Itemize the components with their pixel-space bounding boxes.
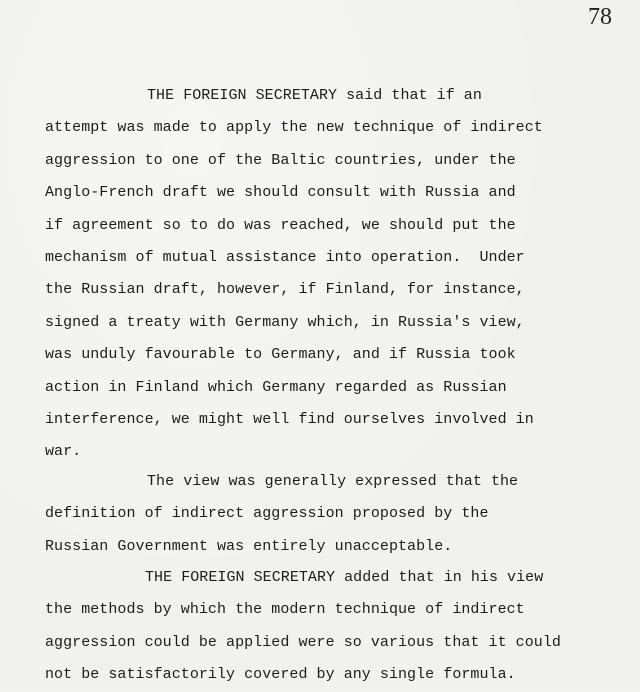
text-line: the methods by which the modern technique of indirect (45, 601, 525, 619)
text-line: Russian Government was entirely unacceptable. (45, 537, 453, 555)
text-line: not be satisfactorily covered by any single formula. (45, 666, 516, 684)
text-line: The view was generally expressed that the (147, 473, 519, 490)
paragraph-foreign-secretary-statement (45, 80, 630, 469)
paragraph-general-view (45, 466, 630, 563)
text-line: THE FOREIGN SECRETARY said that if an (147, 87, 482, 104)
text-line: attempt was made to apply the new technique of indirect (45, 119, 543, 137)
text-line: Anglo-French draft we should consult with Russia and (45, 184, 516, 202)
text-line: THE FOREIGN SECRETARY added that in his view (145, 569, 544, 586)
text-line: the Russian draft, however, if Finland, for instance, (45, 281, 525, 299)
text-line: if agreement so to do was reached, we should put the (45, 216, 516, 234)
text-line: signed a treaty with Germany which, in Russia's view, (45, 313, 525, 331)
text-line: mechanism of mutual assistance into operation. Under (45, 248, 525, 266)
paragraph-foreign-secretary-addition (45, 562, 630, 692)
text-line: action in Finland which Germany regarded as Russian (45, 378, 507, 396)
text-line: aggression could be applied were so various that it could (45, 633, 561, 651)
text-line: was unduly favourable to Germany, and if Russia took (45, 346, 516, 364)
text-line: aggression to one of the Baltic countries, under the (45, 151, 516, 169)
text-line: war. (45, 443, 82, 461)
page-number: 78 (588, 4, 612, 30)
text-line: interference, we might well find ourselves involved in (45, 410, 534, 428)
text-line: definition of indirect aggression proposed by the (45, 505, 489, 523)
